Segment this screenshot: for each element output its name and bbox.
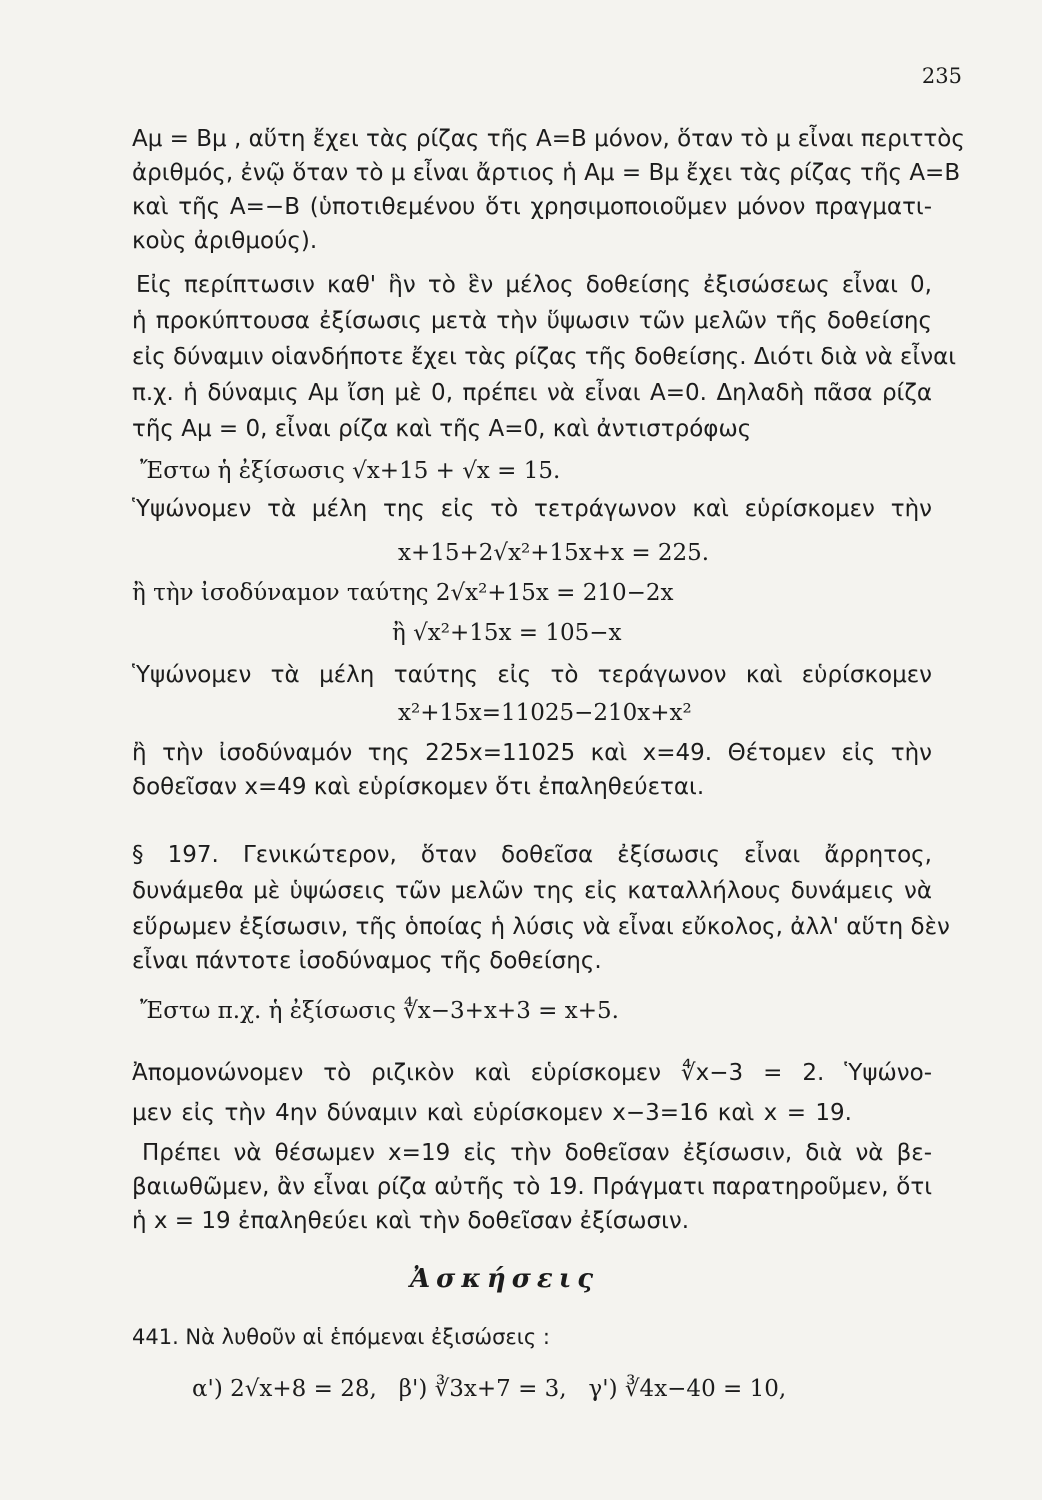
text-line: εὕρωμεν ἐξίσωσιν, τῆς ὁποίας ἡ λύσις νὰ εἶναι εὔκολος, ἀλλ' αὕτη δὲν — [132, 914, 950, 940]
page-number: 235 — [921, 64, 962, 88]
equation-line: Ἔστω ἡ ἐξίσωσις √x+15 + √x = 15. — [140, 458, 561, 484]
text-line: δυνάμεθα μὲ ὑψώσεις τῶν μελῶν της εἰς καταλλήλους δυνάμεις νὰ — [132, 878, 932, 904]
text-line: Πρέπει νὰ θέσωμεν x=19 εἰς τὴν δοθεῖσαν ἐξίσωσιν, διὰ νὰ βε- — [142, 1140, 932, 1166]
text-line: Ὑψώνομεν τὰ μέλη ταύτης εἰς τὸ τεράγωνον καὶ εὑρίσκομεν — [132, 662, 932, 688]
text-line: εἰς δύναμιν οἱανδήποτε ἔχει τὰς ρίζας τῆς δοθείσης. Διότι διὰ νὰ εἶναι — [132, 344, 957, 370]
text-line: Ὑψώνομεν τὰ μέλη της εἰς τὸ τετράγωνον καὶ εὑρίσκομεν τὴν — [132, 496, 932, 522]
exercise-441-title: 441. Νὰ λυθοῦν αἱ ἑπόμεναι ἐξισώσεις : — [132, 1325, 550, 1349]
text-line: Ἀπομονώνομεν τὸ ριζικὸν καὶ εὑρίσκομεν ∜x−3 = 2. Ὑψώνο- — [132, 1060, 932, 1086]
text-line: Aμ = Bμ , αὕτη ἔχει τὰς ρίζας τῆς A=B μόνον, ὅταν τὸ μ εἶναι περιττὸς — [132, 126, 965, 152]
text-line: εἶναι πάντοτε ἰσοδύναμος τῆς δοθείσης. — [132, 948, 602, 974]
text-line: βαιωθῶμεν, ἂν εἶναι ρίζα αὐτῆς τὸ 19. Πράγματι παρατηροῦμεν, ὅτι — [132, 1174, 932, 1200]
text-line: Εἰς περίπτωσιν καθ' ἣν τὸ ἓν μέλος δοθείσης ἐξισώσεως εἶναι 0, — [136, 272, 932, 298]
text-line: μεν εἰς τὴν 4ην δύναμιν καὶ εὑρίσκομεν x−3=16 καὶ x = 19. — [132, 1100, 852, 1126]
exercises-heading: Ἀσκήσεις — [410, 1264, 600, 1294]
text-line: π.χ. ἡ δύναμις Aμ ἴση μὲ 0, πρέπει νὰ εἶναι A=0. Δηλαδὴ πᾶσα ρίζα — [132, 380, 932, 406]
text-line: τῆς Aμ = 0, εἶναι ρίζα καὶ τῆς A=0, καὶ ἀντιστρόφως — [132, 416, 752, 442]
equation-line: ἢ τὴν ἰσοδύναμον ταύτης 2√x²+15x = 210−2x — [132, 580, 674, 606]
equation-line: ἢ √x²+15x = 105−x — [392, 620, 622, 646]
text-line: κοὺς ἀριθμούς). — [132, 228, 318, 254]
text-line: δοθεῖσαν x=49 καὶ εὑρίσκομεν ὅτι ἐπαληθεύεται. — [132, 774, 705, 800]
text-line: ἡ προκύπτουσα ἐξίσωσις μετὰ τὴν ὕψωσιν τῶν μελῶν τῆς δοθείσης — [132, 308, 932, 334]
text-line: ἀριθμός, ἐνῷ ὅταν τὸ μ εἶναι ἄρτιος ἡ Aμ = Bμ ἔχει τὰς ρίζας τῆς A=B — [132, 160, 961, 186]
section-197-line: § 197. Γενικώτερον, ὅταν δοθεῖσα ἐξίσωσις εἶναι ἄρρητος, — [132, 842, 932, 868]
text-line: ἢ τὴν ἰσοδύναμόν της 225x=11025 καὶ x=49. Θέτομεν εἰς τὴν — [132, 740, 932, 766]
text-line: καὶ τῆς A=−B (ὑποτιθεμένου ὅτι χρησιμοποιοῦμεν μόνον πραγματι- — [132, 194, 932, 220]
text-line: ἡ x = 19 ἐπαληθεύει καὶ τὴν δοθεῖσαν ἐξίσωσιν. — [132, 1208, 690, 1234]
equation-line: x²+15x=11025−210x+x² — [398, 700, 692, 726]
exercise-equations: α') 2√x+8 = 28, β') ∛3x+7 = 3, γ') ∛4x−40 = 10, — [192, 1376, 787, 1402]
equation-line: Ἔστω π.χ. ἡ ἐξίσωσις ∜x−3+x+3 = x+5. — [140, 998, 619, 1024]
equation-line: x+15+2√x²+15x+x = 225. — [398, 540, 710, 566]
